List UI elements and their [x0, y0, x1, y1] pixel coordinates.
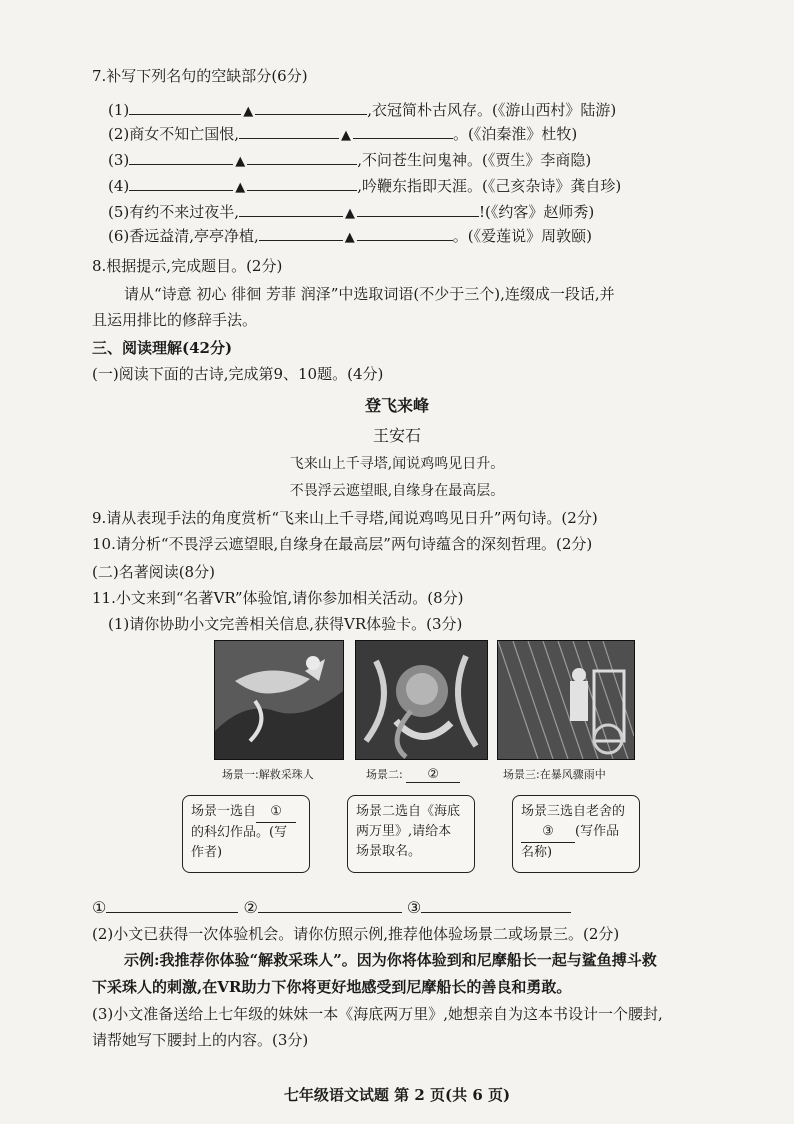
q7-line-3: [108, 150, 591, 172]
q9-text: 9.请从表现手法的角度赏析“飞来山上千寻塔,闻说鸡鸣见日升”两句诗。(2分): [92, 509, 598, 527]
section-3-heading: 三、阅读理解(42分): [92, 339, 233, 357]
card-3-text-b: (写作品: [575, 824, 620, 839]
card-1-text-a: 场景一选自: [191, 804, 257, 819]
info-card-3: [512, 795, 640, 873]
bleed-through: [430, 62, 434, 77]
triangle-marker-icon: ▲: [243, 104, 254, 119]
triangle-marker-icon: ▲: [345, 206, 356, 221]
triangle-marker-icon: ▲: [235, 180, 246, 195]
q7-l6-head: (6)香远益清,亭亭净植,: [108, 227, 259, 245]
triangle-marker-icon: ▲: [341, 128, 352, 143]
answer-3-blank[interactable]: [421, 898, 571, 913]
q7-l4-tail: ,吟鞭东指即天涯。(《己亥杂诗》龚自珍): [357, 177, 622, 195]
q8-prompt-line-2: 且运用排比的修辞手法。: [92, 311, 258, 329]
scene-2-caption: [366, 766, 460, 783]
answer-blank[interactable]: [129, 100, 241, 115]
q7-line-6: [108, 226, 592, 248]
card-1-blank[interactable]: ①: [256, 802, 296, 823]
q11-part-2: (2)小文已获得一次体验机会。请你仿照示例,推荐他体验场景二或场景三。(2分): [92, 925, 620, 943]
poem-line-1: 飞来山上千寻塔,闻说鸡鸣见日升。: [289, 456, 505, 472]
q11-answer-row: [92, 898, 571, 918]
answer-2-blank[interactable]: [258, 898, 402, 913]
q7-l1-num: (1): [108, 101, 130, 119]
card-1-text-c: 作者): [191, 845, 223, 860]
q7-l6-tail: 。(《爱莲说》周敦颐): [452, 227, 593, 245]
q7-l4-num: (4): [108, 177, 130, 195]
answer-blank[interactable]: [239, 202, 343, 217]
q11-example-line-1: 示例:我推荐你体验“解救采珠人”。因为你将体验到和尼摩船长一起与鲨鱼搏斗救: [124, 951, 657, 969]
answer-1-blank[interactable]: [106, 898, 238, 913]
q11-part-1: (1)请你协助小文完善相关信息,获得VR体验卡。(3分): [108, 615, 463, 633]
q7-l3-num: (3): [108, 151, 130, 169]
card-2-text-a: 场景二选自《海底: [356, 804, 461, 819]
card-3-text-c: 名称): [521, 845, 553, 860]
scene-3-caption: 场景三:在暴风骤雨中: [503, 768, 606, 781]
triangle-marker-icon: ▲: [344, 230, 355, 245]
card-2-text-b: 两万里》,请给本: [356, 824, 452, 839]
card-3-blank[interactable]: ③: [521, 822, 575, 843]
answer-1-label: ①: [92, 898, 107, 917]
q7-l5-head: (5)有约不来过夜半,: [108, 203, 240, 221]
q7-line-5: [108, 202, 594, 224]
subsection-2-heading: (二)名著阅读(8分): [92, 563, 215, 581]
scene-2-illustration: [355, 640, 488, 760]
scene-2-caption-text: 场景二:: [366, 768, 403, 781]
q10-text: 10.请分析“不畏浮云遮望眼,自缘身在最高层”两句诗蕴含的深刻哲理。(2分): [92, 535, 593, 553]
answer-blank[interactable]: [357, 226, 453, 241]
scene-1-illustration: [214, 640, 344, 760]
scene-1-caption: 场景一:解救采珠人: [222, 768, 314, 781]
poem-line-2: 不畏浮云遮望眼,自缘身在最高层。: [289, 483, 505, 499]
poem-author: 王安石: [372, 426, 421, 445]
answer-blank[interactable]: [353, 124, 453, 139]
answer-3-label: ③: [406, 898, 422, 917]
q7-l3-tail: ,不问苍生问鬼神。(《贾生》李商隐): [357, 151, 592, 169]
q8-heading: 8.根据提示,完成题目。(2分): [92, 257, 283, 275]
q11-part-3-line-1: (3)小文准备送给上七年级的妹妹一本《海底两万里》,她想亲自为这本书设计一个腰封,: [92, 1005, 663, 1023]
q11-heading: 11.小文来到“名著VR”体验馆,请你参加相关活动。(8分): [92, 589, 464, 607]
q7-heading: 7.补写下列名句的空缺部分(6分): [92, 67, 308, 85]
poem-title: 登飞来峰: [364, 396, 429, 415]
q7-l2-tail: 。(《泊秦淮》杜牧): [453, 125, 578, 143]
card-2-text-c: 场景取名。: [356, 844, 422, 859]
card-1-text-b: 的科幻作品。(写: [191, 825, 288, 840]
answer-blank[interactable]: [129, 176, 233, 191]
page-footer: 七年级语文试题 第 2 页(共 6 页): [283, 1086, 511, 1104]
triangle-marker-icon: ▲: [235, 154, 246, 169]
scene-2-name-blank[interactable]: ②: [406, 767, 460, 783]
answer-blank[interactable]: [239, 124, 339, 139]
answer-blank[interactable]: [259, 226, 343, 241]
q8-prompt-line-1: 请从“诗意 初心 徘徊 芳菲 润泽”中选取词语(不少于三个),连缀成一段话,并: [124, 285, 615, 303]
q7-l5-tail: !(《约客》赵师秀): [479, 203, 595, 221]
q7-line-4: [108, 176, 621, 198]
answer-blank[interactable]: [357, 202, 479, 217]
q7-line-2: [108, 124, 577, 146]
q7-l1-tail: ,衣冠简朴古风存。(《游山西村》陆游): [367, 101, 617, 119]
info-card-2: [347, 795, 475, 873]
answer-blank[interactable]: [255, 100, 367, 115]
q7-l2-head: (2)商女不知亡国恨,: [108, 125, 240, 143]
q11-part-3-line-2: 请帮她写下腰封上的内容。(3分): [92, 1031, 309, 1049]
card-3-text-a: 场景三选自老舍的: [521, 804, 626, 819]
answer-blank[interactable]: [247, 176, 357, 191]
q11-example-line-2: 下采珠人的刺激,在VR助力下你将更好地感受到尼摩船长的善良和勇敢。: [92, 978, 572, 996]
answer-blank[interactable]: [247, 150, 357, 165]
answer-2-label: ②: [243, 898, 258, 917]
scene-3-illustration: [497, 640, 635, 760]
subsection-1-heading: (一)阅读下面的古诗,完成第9、10题。(4分): [92, 365, 384, 383]
answer-blank[interactable]: [129, 150, 233, 165]
q7-line-1: [108, 100, 616, 122]
info-card-1: [182, 795, 310, 873]
